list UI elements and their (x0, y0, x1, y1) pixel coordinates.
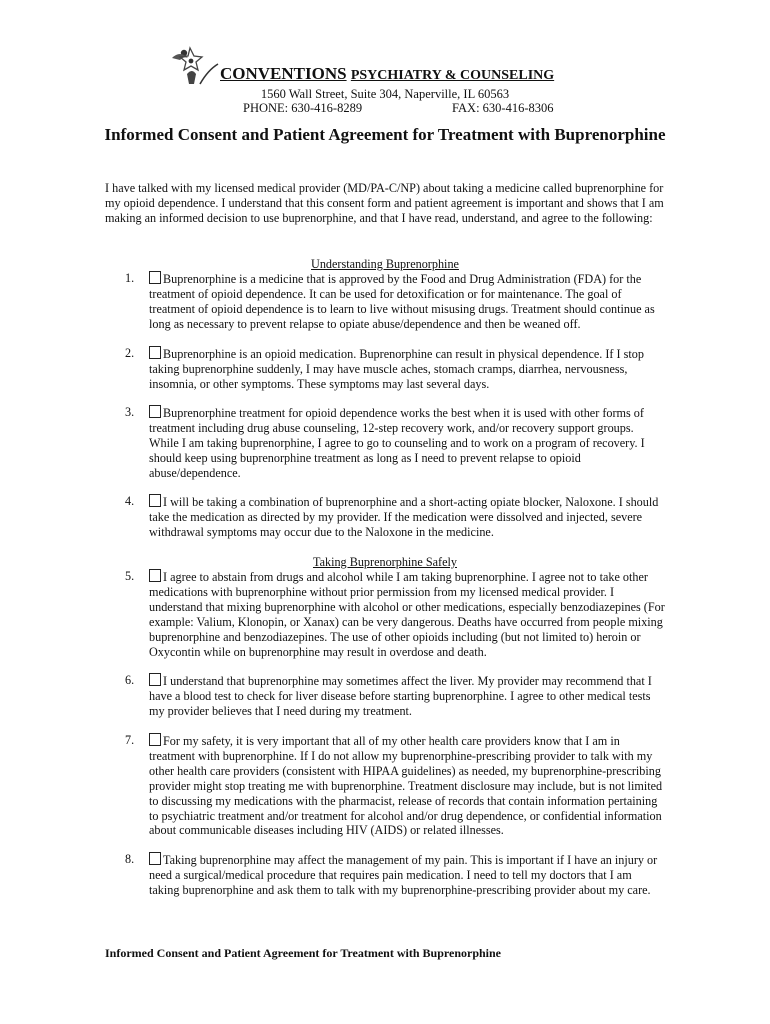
item-number: 2. (125, 346, 135, 360)
list-item (105, 405, 665, 481)
item-number: 8. (125, 852, 135, 866)
person-star-logo-icon (170, 44, 220, 88)
checkbox[interactable] (149, 271, 161, 284)
item-text: I agree to abstain from drugs and alcohol while I am taking buprenorphine. I agree not to take other medications with buprenorphine without prior permission from my licensed medical provider. I understand that mixing buprenorphine with alcohol or other medications, especially benzodiazepines (For example: Valium, Klonopin, or Xanax) can be very dangerous. Deaths have occurred from people mixing buprenorphine and benzodiazepines. The use of other opioids including (but not limited to) heroin or Oxycontin while on buprenorphine may result in overdose and death. (149, 570, 665, 659)
intro-paragraph: I have talked with my licensed medical provider (MD/PA-C/NP) about taking a medicine called buprenorphine for my opioid dependence. I understand that this consent form and patient agreement is important and shows that I am making an informed decision to use buprenorphine, and that I have read, understand, and agree to the following: (105, 181, 664, 225)
list-item (105, 346, 665, 392)
checkbox[interactable] (149, 852, 161, 865)
item-text: Taking buprenorphine may affect the management of my pain. This is important if I have an injury or need a surgical/medical procedure that requires pain medication. I need to tell my doctors that I am taking buprenorphine and ask them to talk with my buprenorphine-prescribing provider about my care. (149, 853, 658, 897)
item-text: Buprenorphine is an opioid medication. Buprenorphine can result in physical dependence. If I stop taking buprenorphine suddenly, I may have muscle aches, stomach cramps, diarrhea, nervousness, insomnia, or other symptoms. These symptoms may last several days. (149, 347, 644, 391)
checkbox[interactable] (149, 494, 161, 507)
brand-main: CONVENTIONS (220, 64, 347, 83)
list-item (105, 494, 665, 540)
item-number: 4. (125, 494, 135, 508)
list-item (105, 733, 665, 838)
section-heading-taking-safely: Taking Buprenorphine Safely (312, 555, 457, 569)
item-text: I will be taking a combination of buprenorphine and a short-acting opiate blocker, Naloxone. I should take the medication as directed by my provider. If the medication were dissolved and injected, severe withdrawal symptoms may occur due to the Naloxone in the medicine. (149, 495, 659, 539)
list-item (105, 673, 665, 719)
checkbox[interactable] (149, 733, 161, 746)
item-number: 7. (125, 733, 135, 747)
checkbox[interactable] (149, 673, 161, 686)
list-item (105, 271, 665, 332)
address: 1560 Wall Street, Suite 304, Naperville, IL 60563 (260, 87, 510, 101)
page-footer: Informed Consent and Patient Agreement for Treatment with Buprenorphine (105, 946, 501, 960)
phone: PHONE: 630-416-8289 (243, 101, 363, 115)
fax: FAX: 630-416-8306 (452, 101, 554, 115)
checkbox[interactable] (149, 569, 161, 582)
list-item (105, 852, 665, 898)
document-title: Informed Consent and Patient Agreement for Treatment with Buprenorphine (104, 125, 666, 144)
item-number: 5. (125, 569, 135, 583)
item-text: Buprenorphine treatment for opioid dependence works the best when it is used with other forms of treatment including drug abuse counseling, 12-step recovery work, and/or recovery support groups. While I am taking buprenorphine, I agree to go to counseling and to work on a program of recovery. I should keep using buprenorphine treatment as long as I need to prevent relapse to opioid abuse/dependence. (149, 406, 645, 480)
list-item (105, 569, 665, 659)
item-text: Buprenorphine is a medicine that is approved by the Food and Drug Administration (FDA) for the treatment of opioid dependence. It can be used for detoxification or for maintenance. The goal of treatment of opioid dependence is to learn to live without misusing drugs. Treatment should continue as long as necessary to prevent relapse to opiate abuse/dependence and then be weaned off. (149, 272, 655, 331)
checkbox[interactable] (149, 346, 161, 359)
item-number: 6. (125, 673, 135, 687)
item-number: 3. (125, 405, 135, 419)
item-text: For my safety, it is very important that all of my other health care providers know that I am in treatment with buprenorphine. If I do not allow my buprenorphine-prescribing provider to talk with my other health care providers (consistent with HIPAA guidelines) as needed, my buprenorphine-prescribing provider might stop treating me with buprenorphine. Treatment disclosure may include, but is not limited to discussing my medications with the pharmacist, release of records that contain information pertaining to psychiatric treatment and/or treatment for alcohol and/or drug dependence, or confidential information about communicable diseases including HIV (AIDS) or related illnesses. (149, 734, 663, 838)
brand-name (220, 64, 554, 84)
item-text: I understand that buprenorphine may sometimes affect the liver. My provider may recommend that I have a blood test to check for liver disease before starting buprenorphine. I agree to other medical tests my provider believes that I need during my treatment. (149, 674, 652, 718)
section-heading-understanding: Understanding Buprenorphine (311, 257, 459, 271)
brand-sub: PSYCHIATRY & COUNSELING (350, 68, 555, 83)
checkbox[interactable] (149, 405, 161, 418)
item-number: 1. (125, 271, 135, 285)
